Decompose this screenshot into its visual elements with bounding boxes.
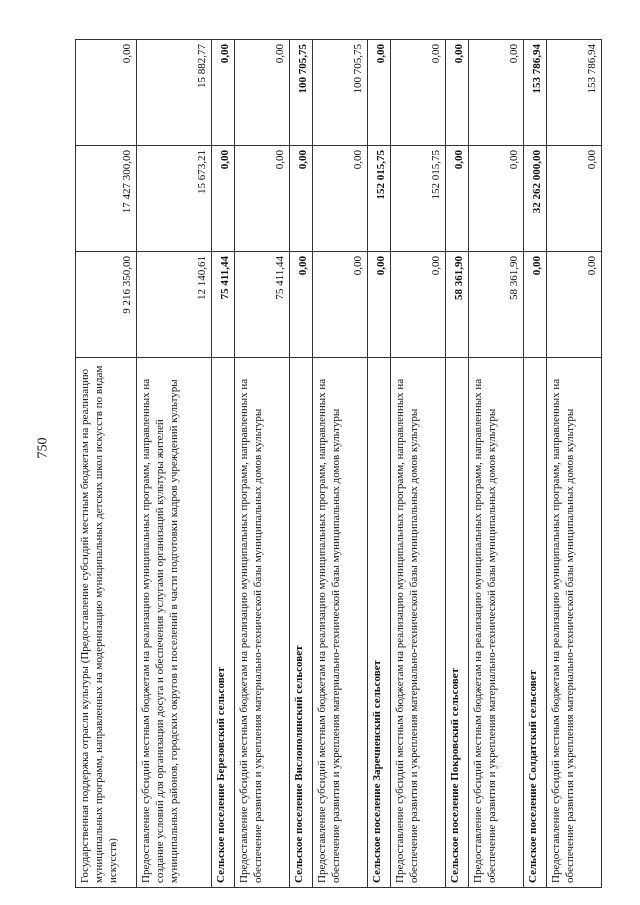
value-year-2: 0,00 bbox=[235, 146, 290, 252]
table-row bbox=[76, 40, 137, 888]
value-year-2: 0,00 bbox=[212, 146, 235, 252]
value-year-3: 153 786,94 bbox=[524, 40, 547, 146]
value-year-2: 0,00 bbox=[313, 146, 368, 252]
table-row-section bbox=[368, 40, 391, 888]
section-title: Сельское поселение Покровский сельсовет bbox=[446, 358, 469, 888]
value-year-2: 152 015,75 bbox=[368, 146, 391, 252]
section-title: Сельское поселение Заречненский сельсовет bbox=[368, 358, 391, 888]
table-row-section bbox=[446, 40, 469, 888]
value-year-1: 0,00 bbox=[547, 252, 602, 358]
value-year-1: 0,00 bbox=[290, 252, 313, 358]
value-year-3: 0,00 bbox=[391, 40, 446, 146]
value-year-1: 0,00 bbox=[524, 252, 547, 358]
page-number: 750 bbox=[35, 437, 51, 459]
budget-table bbox=[75, 39, 602, 888]
value-year-3: 0,00 bbox=[235, 40, 290, 146]
value-year-1: 0,00 bbox=[368, 252, 391, 358]
table-row-section bbox=[290, 40, 313, 888]
row-description: Предоставление субсидий местным бюджетам на реализацию муниципальных программ, направленных на обеспечение развития и укрепления материально-технической базы муниципальных домов культуры bbox=[469, 358, 524, 888]
value-year-3: 15 882,77 bbox=[137, 40, 212, 146]
row-description: Предоставление субсидий местным бюджетам на реализацию муниципальных программ, направленных на обеспечение развития и укрепления материально-технической базы муниципальных домов культуры bbox=[313, 358, 368, 888]
table-row-section bbox=[524, 40, 547, 888]
row-description: Предоставление субсидий местным бюджетам на реализацию муниципальных программ, направленных на обеспечение развития и укрепления материально-технической базы муниципальных домов культуры bbox=[235, 358, 290, 888]
value-year-3: 0,00 bbox=[446, 40, 469, 146]
section-title: Сельское поселение Солдатский сельсовет bbox=[524, 358, 547, 888]
value-year-3: 0,00 bbox=[76, 40, 137, 146]
table-row bbox=[391, 40, 446, 888]
value-year-3: 100 705,75 bbox=[313, 40, 368, 146]
value-year-1: 0,00 bbox=[313, 252, 368, 358]
value-year-2: 152 015,75 bbox=[391, 146, 446, 252]
value-year-3: 0,00 bbox=[368, 40, 391, 146]
value-year-1: 12 140,61 bbox=[137, 252, 212, 358]
table-row bbox=[313, 40, 368, 888]
row-description: Предоставление субсидий местным бюджетам на реализацию муниципальных программ, направленных на обеспечение развития и укрепления материально-технической базы муниципальных домов культуры bbox=[391, 358, 446, 888]
value-year-1: 75 411,44 bbox=[212, 252, 235, 358]
value-year-2: 17 427 300,00 bbox=[76, 146, 137, 252]
table-row-section bbox=[212, 40, 235, 888]
rotated-table-wrapper bbox=[75, 40, 615, 888]
value-year-3: 0,00 bbox=[212, 40, 235, 146]
value-year-1: 58 361,90 bbox=[469, 252, 524, 358]
table-row bbox=[137, 40, 212, 888]
value-year-1: 75 411,44 bbox=[235, 252, 290, 358]
value-year-1: 0,00 bbox=[391, 252, 446, 358]
value-year-1: 58 361,90 bbox=[446, 252, 469, 358]
value-year-3: 153 786,94 bbox=[547, 40, 602, 146]
table-row bbox=[235, 40, 290, 888]
value-year-3: 0,00 bbox=[469, 40, 524, 146]
section-title: Сельское поселение Березовский сельсовет bbox=[212, 358, 235, 888]
value-year-2: 0,00 bbox=[547, 146, 602, 252]
value-year-2: 32 262 000,00 bbox=[524, 146, 547, 252]
value-year-2: 0,00 bbox=[290, 146, 313, 252]
row-description: Государственная поддержка отрасли культуры (Предоставление субсидий местным бюджетам на реализацию муниципальных программ, направленных на модернизацию муниципальных детских школ искусств по видам искусств) bbox=[76, 358, 137, 888]
section-title: Сельское поселение Вислополянский сельсовет bbox=[290, 358, 313, 888]
table-row bbox=[547, 40, 602, 888]
value-year-2: 0,00 bbox=[469, 146, 524, 252]
row-description: Предоставление субсидий местным бюджетам на реализацию муниципальных программ, направленных на создание условий для организации досуга и обеспечения услугами организаций культуры жителей муниципальных районов, городских округов и поселений в части подготовки кадров учреждений культуры bbox=[137, 358, 212, 888]
value-year-2: 0,00 bbox=[446, 146, 469, 252]
value-year-1: 9 216 350,00 bbox=[76, 252, 137, 358]
value-year-2: 15 673,21 bbox=[137, 146, 212, 252]
value-year-3: 100 705,75 bbox=[290, 40, 313, 146]
row-description: Предоставление субсидий местным бюджетам на реализацию муниципальных программ, направленных на обеспечение развития и укрепления материально-технической базы муниципальных домов культуры bbox=[547, 358, 602, 888]
table-row bbox=[469, 40, 524, 888]
